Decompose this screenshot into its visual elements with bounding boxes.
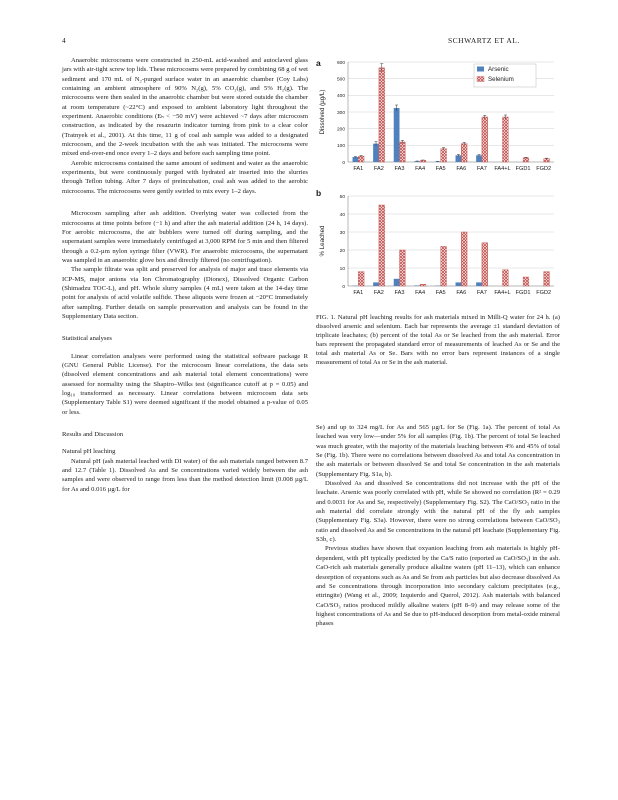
y-tick-label: 40 xyxy=(339,212,345,218)
paragraph-se-results: Se) and up to 324 mg/L for As and 565 µg/L for Se (Fig. 1a). The percent of total As leached was very low—under 5% for all samples (Fig. 1b). The percent of total Se leached was much greater, with the majority of the materials leaching between 4% and 45% of total Se (Fig. 1b). There were no correlations between dissolved As and total As concentration in the ash materials or between dissolved Se and total Se concentration in the ash materials (Supplementary Fig. S1a, b). xyxy=(316,424,560,478)
bar-arsenic-fa3 xyxy=(394,279,400,286)
x-tick-label-fgd1: FGD1 xyxy=(515,290,531,296)
x-tick-label-fa4: FA4 xyxy=(415,290,426,296)
paragraph-microcosm-sampling: Microcosm sampling after ash addition. Overlying water was collected from the microcosms at time points before (−1 h) and after the ash material addition (24 h, 14 days). For aerobic microcosms, the air bubblers were turned off during sampling, and the supernatant samples were immediately centrifuged at 3,000 RPM for 5 min and then filtered through a 0.2-µm nylon syringe filter (VWR). For anaerobic microcosms, the supernatant was sampled in an anaerobic glove box and directly filtered (no centrifugation). xyxy=(62,210,308,264)
bar-selenium-fa3 xyxy=(400,142,406,162)
running-head: SCHWARTZ ET AL. xyxy=(448,36,520,45)
y-tick-label: 30 xyxy=(339,230,345,236)
x-tick-label-fa6: FA6 xyxy=(456,166,467,172)
legend-label-selenium: Selenium xyxy=(488,76,514,83)
bar-arsenic-fa4 xyxy=(414,285,420,286)
bar-arsenic-fa1 xyxy=(353,157,359,162)
paragraph-ph-correlation: Dissolved As and dissolved Se concentrations did not increase with the pH of the leachate. Arsenic was poorly correlated with pH, while Se showed no correlation (R² = 0.29 and 0.0031 for As and Se, respectively) (Supplementary Fig. S2). The CaO/SO₃ ratio in the ash material did correlate strongly with the natural pH of the fly ash samples (Supplementary Fig. S3a). However, there were no strong correlations between CaO/SO₃ ratio and dissolved As and Se concentrations in the natural pH leachate (Supplementary Fig. S3b, c). xyxy=(316,480,560,544)
x-tick-label-fa2: FA2 xyxy=(373,290,384,296)
bar-selenium-fa1 xyxy=(358,272,364,286)
y-tick-label: 0 xyxy=(342,284,345,290)
right-column xyxy=(316,423,560,629)
x-tick-label-fa5: FA5 xyxy=(435,166,446,172)
bar-selenium-fa7 xyxy=(482,117,488,162)
bar-arsenic-fa2 xyxy=(373,144,379,162)
panel-label-b: b xyxy=(316,188,322,198)
paragraph-natural-ph: Natural pH (ash material leached with DI water) of the ash materials ranged between 8.7 and 12.7 (Table 1). Dissolved As and Se concentrations varied widely between the ash samples and were observed to range from less than the method detection limit (0.008 µg/L for As and 0.016 µg/L for xyxy=(62,457,308,493)
y-tick-label: 100 xyxy=(336,144,345,150)
y-tick-label: 300 xyxy=(336,110,345,116)
y-axis-label-b: % Leached xyxy=(319,225,326,257)
y-tick-label: 400 xyxy=(336,94,345,100)
x-tick-label-fa4+l: FA4+L xyxy=(494,290,511,296)
paragraph-anaerobic-microcosms: Anaerobic microcosms were constructed in 250-mL acid-washed and autoclaved glass jars with air-tight screw top lids. These microcosms were prepared by combining 68 g of wet sediment and 170 mL of N₂-purged surface water in an anaerobic chamber (Coy Labs) containing an ambient atmosphere of 90% N₂(g), 5% CO₂(g), and 5% H₂(g). The microcosms were then sealed in the anaerobic chamber but were stored outside the chamber at room temperature (~22°C) and exposed to ambient laboratory light throughout the experiment. Anaerobic conditions (Eₕ < −50 mV) were achieved ~7 days after microcosm construction, as indicated by the resazurin indicator turning from pink to a clear color (Tratnyek et al., 2001). At this time, 11 g of coal ash sample was added to a designated microcosm, and the 2-week incubation with the ash was initiated. The microcosms were mixed end-over-end once every 1–2 days and before each sampling time point. xyxy=(62,57,308,158)
x-tick-label-fa7: FA7 xyxy=(476,166,487,172)
figure-1 xyxy=(314,56,560,308)
x-tick-label-fa5: FA5 xyxy=(435,290,446,296)
paragraph-sample-filtrate: The sample filtrate was split and preserved for analysis of major and trace elements via ICP-MS, major anions via Ion Chromatography (Dionex), Dissolved Organic Carbon (Shimadzu TOC-L), and pH. Whole slurry samples (4 mL) were taken at the 14-day time point for analysis of acid volatile sulfide. These aliquots were frozen at −20°C immediately after sampling. Further details on sample preservation and analysis can be found in the Supplementary Data section. xyxy=(62,266,308,320)
x-tick-label-fgd1: FGD1 xyxy=(515,166,531,172)
bar-selenium-fa1 xyxy=(358,156,364,162)
y-tick-label: 0 xyxy=(342,160,345,166)
x-tick-label-fa7: FA7 xyxy=(476,290,487,296)
x-tick-label-fa3: FA3 xyxy=(394,166,405,172)
heading-natural-ph-leaching: Natural pH leaching xyxy=(62,448,116,456)
bar-selenium-fa2 xyxy=(379,205,385,286)
legend-label-arsenic: Arsenic xyxy=(488,66,509,73)
paragraph-previous-studies: Previous studies have shown that oxyanion leaching from ash materials is highly pH-dependent, with pH typically predicted by the Ca/S ratio (reported as CaO/SO₃) in the ash. CaO-rich ash materials generally produce alkaline waters (pH 11–13), which can enhance desorption of oxyanions such as As and Se from ash particles but also decrease dissolved As and Se concentrations through incorporation into secondary calcium precipitates (e.g., ettringite) (Wang et al., 2009; Izquierdo and Querol, 2012). Ash materials with balanced CaO/SO₃ ratios produced mildly alkaline waters (pH 8–9) and may release some of the highest concentrations of As and Se due to pH-induced desorption from metal-oxide mineral phases xyxy=(316,545,560,628)
paragraph-statistical-analyses: Linear correlation analyses were performed using the statistical software package R (GNU General Public License). For the microcosm linear correlations, the data sets (dissolved element concentrations and ash material total element concentrations) were assessed for normality using the Shapiro–Wilks test (significance cutoff at p = 0.05) and log₁₀ transformed as necessary. Linear correlations between microcosm data sets (Supplementary Table S1) were deemed significant if the model obtained a p-value of 0.05 or less. xyxy=(62,352,308,416)
y-tick-label: 500 xyxy=(336,77,345,83)
bar-arsenic-fa6 xyxy=(456,155,462,162)
bar-selenium-fa6 xyxy=(461,144,467,162)
y-tick-label: 50 xyxy=(339,194,345,200)
bar-selenium-fa4+l xyxy=(503,117,509,162)
left-column xyxy=(62,56,308,494)
x-tick-label-fa2: FA2 xyxy=(373,166,384,172)
page-number: 4 xyxy=(62,36,66,45)
bar-selenium-fgd1 xyxy=(523,277,529,286)
bar-selenium-fa4+l xyxy=(503,270,509,286)
bar-selenium-fa2 xyxy=(379,68,385,162)
legend-swatch-arsenic xyxy=(477,67,484,72)
bar-arsenic-fa7 xyxy=(476,282,482,286)
bar-selenium-fa6 xyxy=(461,232,467,286)
figure-caption xyxy=(316,313,560,368)
y-axis-label-a: Dissolved (µg/L) xyxy=(319,89,326,135)
bar-selenium-fa3 xyxy=(400,250,406,286)
heading-statistical-analyses: Statistical analyses xyxy=(62,335,112,343)
bar-selenium-fa7 xyxy=(482,243,488,286)
x-tick-label-fa1: FA1 xyxy=(353,166,364,172)
legend-swatch-selenium xyxy=(477,77,484,82)
figure-caption-text: FIG. 1. Natural pH leaching results for ash materials mixed in Milli-Q water for 24 h. (a) dissolved arsenic and selenium. Each bar represents the average ±1 standard deviation of triplicate leachates; (b) percent of the total As or Se leached from the ash material. Error bars represent the propagated standard error of measurements of leached As or Se and the total ash material As or Se. Bars with no error bars represent instances of a single measurement of total As or Se in the ash material. xyxy=(316,314,560,367)
bar-selenium-fa5 xyxy=(441,149,447,162)
bar-arsenic-fa3 xyxy=(394,108,400,162)
bar-arsenic-fa6 xyxy=(456,282,462,286)
bar-selenium-fa4 xyxy=(420,284,426,286)
x-tick-label-fa4+l: FA4+L xyxy=(494,166,511,172)
y-tick-label: 20 xyxy=(339,248,345,254)
x-tick-label-fgd2: FGD2 xyxy=(536,166,552,172)
heading-results-discussion: Results and Discussion xyxy=(62,431,124,439)
paragraph-aerobic-microcosms: Aerobic microcosms contained the same amount of sediment and water as the anaerobic experiments, but were continuously purged with hydrated air inserted into the slurries through Teflon tubing. After 7 days of preincubation, coal ash was added to the aerobic microcosms. The microcosms were gently swirled to mix every 1–2 days. xyxy=(62,159,308,195)
figure-1-chart xyxy=(314,56,560,308)
bar-selenium-fa5 xyxy=(441,246,447,286)
bar-arsenic-fa7 xyxy=(476,155,482,162)
bar-selenium-fgd1 xyxy=(523,158,529,162)
y-tick-label: 600 xyxy=(336,60,345,66)
x-tick-label-fgd2: FGD2 xyxy=(536,290,552,296)
x-tick-label-fa6: FA6 xyxy=(456,290,467,296)
y-tick-label: 10 xyxy=(339,266,345,272)
x-tick-label-fa3: FA3 xyxy=(394,290,405,296)
y-tick-label: 200 xyxy=(336,127,345,133)
x-tick-label-fa1: FA1 xyxy=(353,290,364,296)
panel-label-a: a xyxy=(316,58,321,68)
x-tick-label-fa4: FA4 xyxy=(415,166,426,172)
bar-arsenic-fa2 xyxy=(373,282,379,286)
bar-selenium-fgd2 xyxy=(544,272,550,286)
